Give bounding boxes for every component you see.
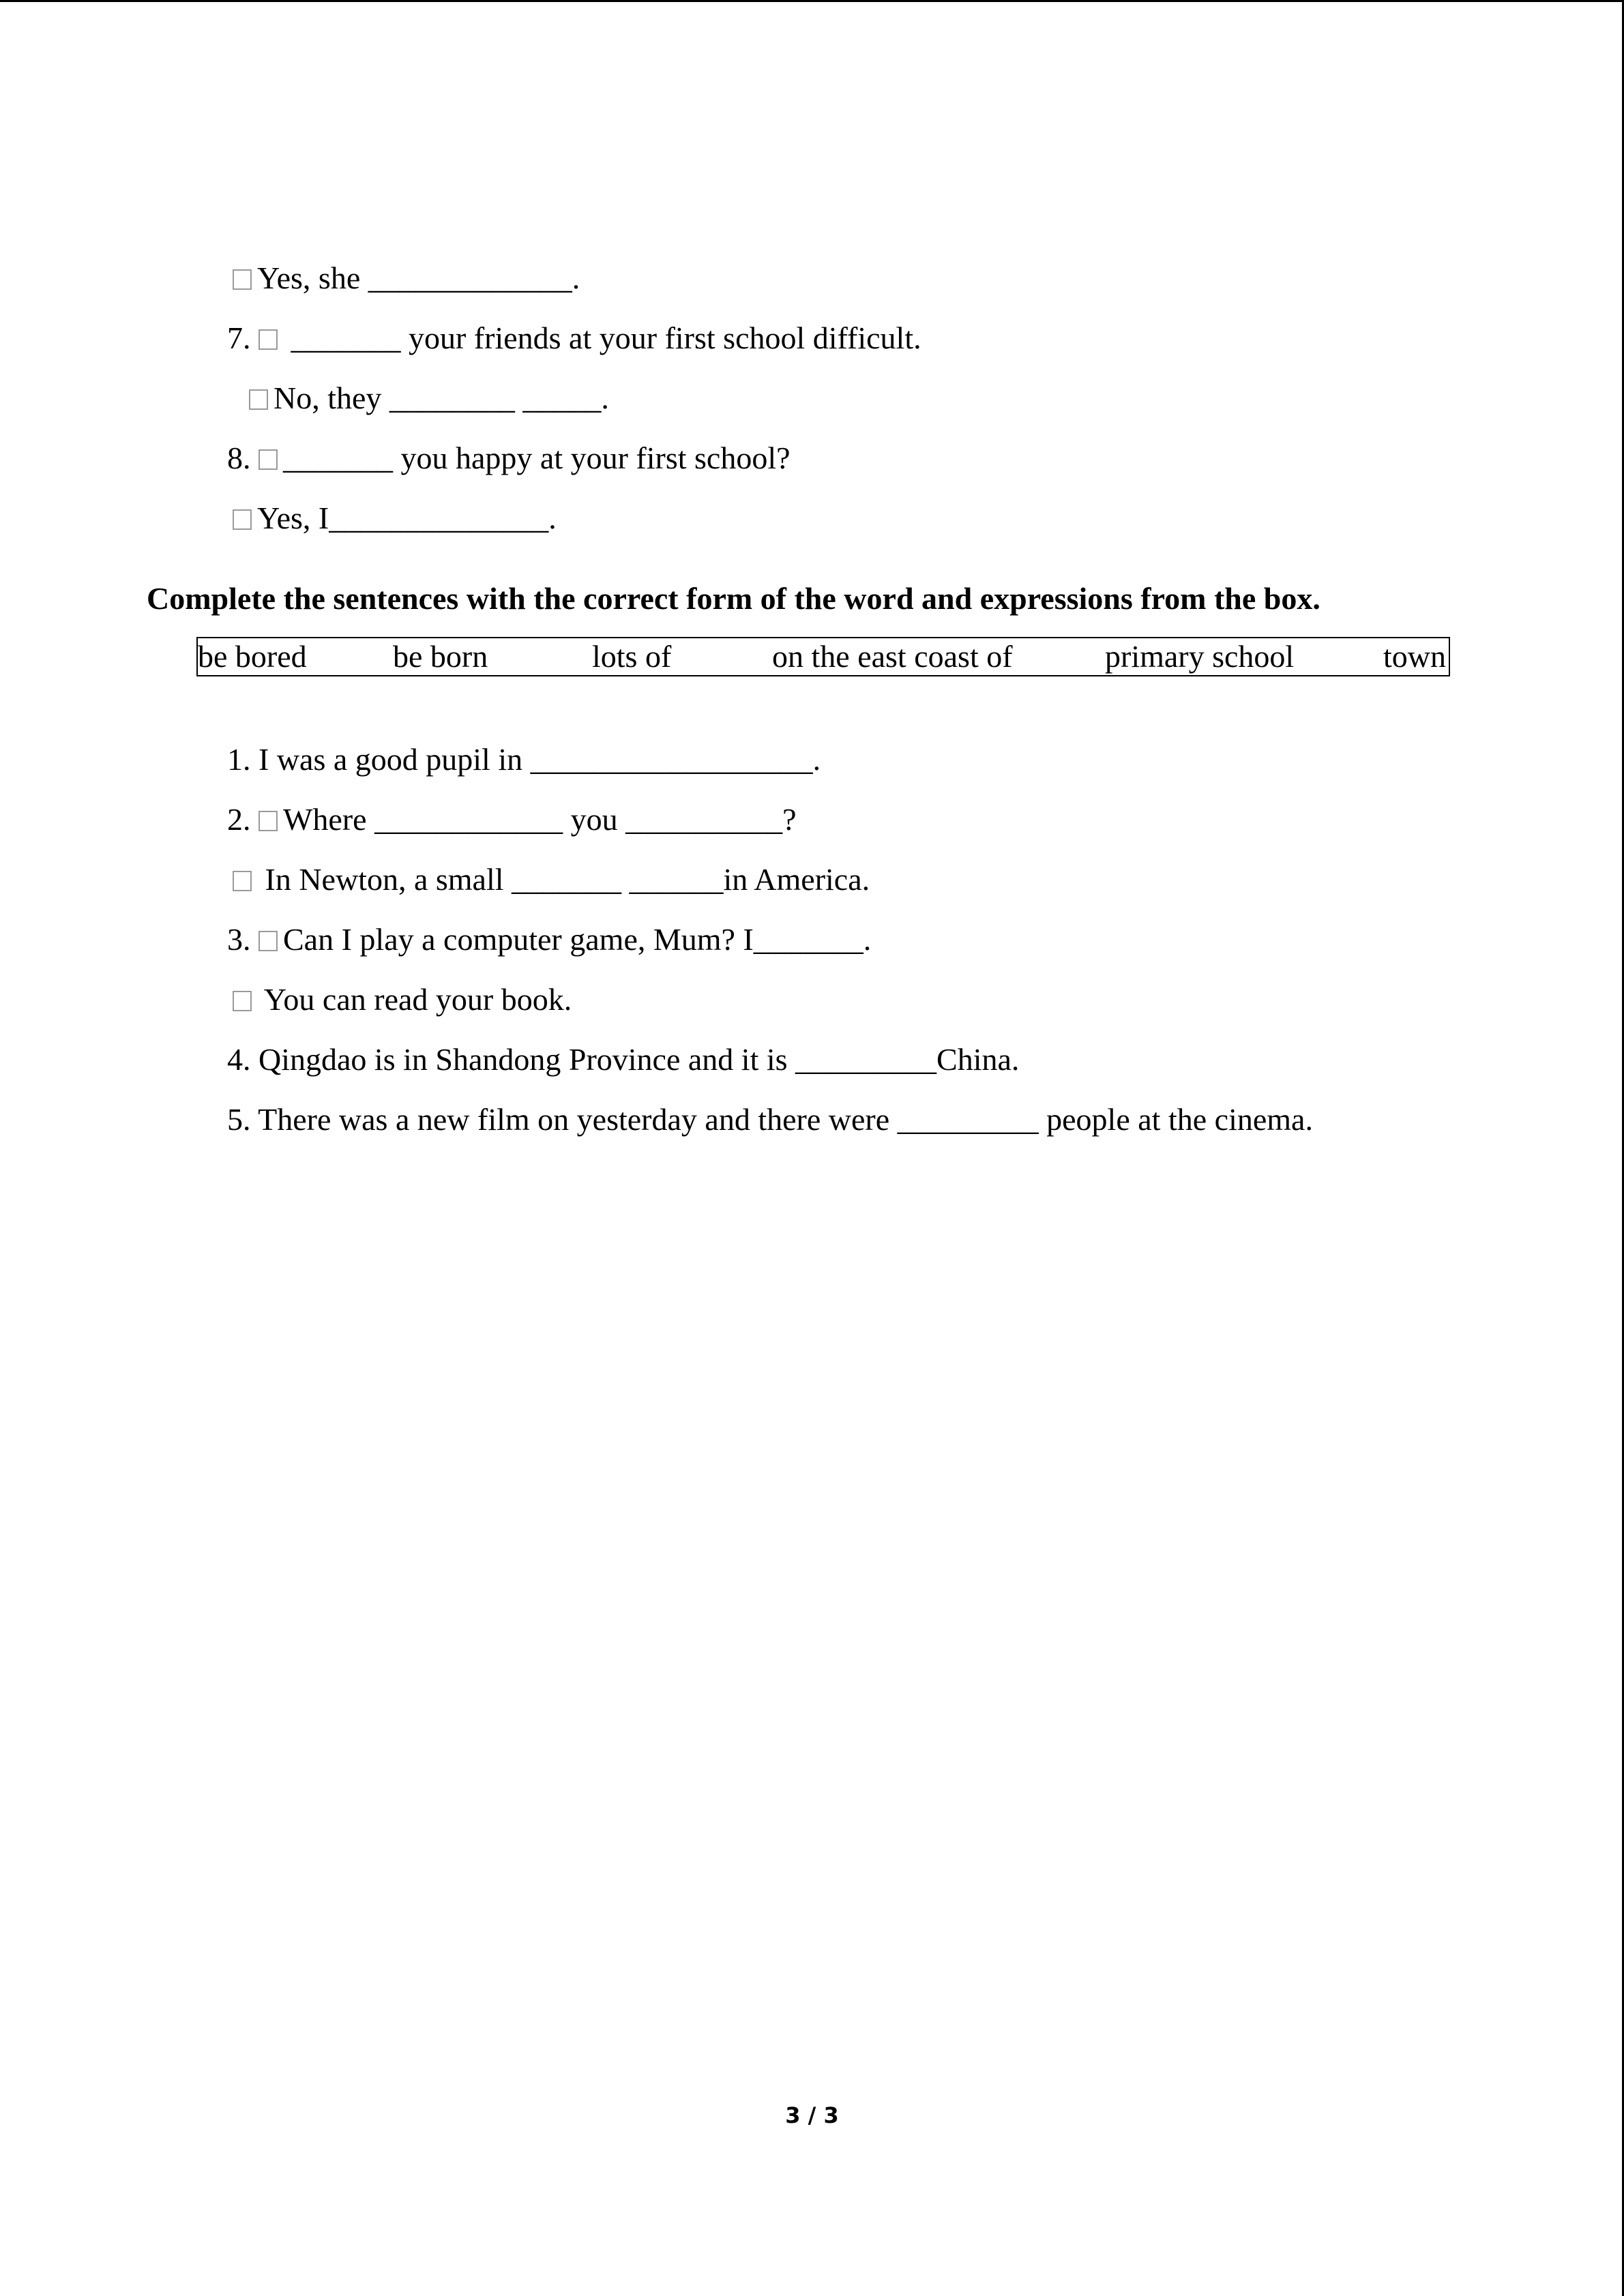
word-box-item: be bored <box>198 639 307 674</box>
word-box <box>196 637 1450 676</box>
answer-text: No, they ________ _____. <box>274 381 609 415</box>
question-text: _______ your friends at your first school difficult. <box>291 320 921 355</box>
word-box-item: town <box>1383 639 1446 674</box>
exercise-text: Where ____________ you __________? <box>283 802 797 837</box>
word-box-item: lots of <box>592 639 672 674</box>
word-box-item: primary school <box>1105 639 1295 674</box>
exercise-text: 4. Qingdao is in Shandong Province and it is _________China. <box>227 1042 1020 1077</box>
exercise-text: 5. There was a new film on yesterday and there were _________ people at the cinema. <box>227 1102 1313 1137</box>
section-heading: Complete the sentences with the correct form of the word and expressions from the box. <box>147 581 1320 616</box>
question-text: _______ you happy at your first school? <box>283 441 791 475</box>
exercise-text: In Newton, a small _______ ______in America. <box>265 862 870 897</box>
exercise-text: 1. I was a good pupil in __________________. <box>227 742 821 777</box>
question-number: 7. <box>227 320 251 355</box>
page-number: 3 / 3 <box>785 2102 839 2128</box>
exercise-text: Can I play a computer game, Mum? I_______. <box>283 922 872 957</box>
exercise-number: 2. <box>227 802 251 837</box>
word-box-item: be born <box>393 639 488 674</box>
exercise-number: 3. <box>227 922 251 957</box>
answer-line-q8 <box>217 457 557 539</box>
answer-text: Yes, I______________. <box>257 501 557 535</box>
answer-text: Yes, she _____________. <box>257 260 580 295</box>
checkbox-icon <box>233 509 252 530</box>
question-number: 8. <box>227 441 251 475</box>
exercise-item-5 <box>211 1058 1313 1140</box>
exercise-text: You can read your book. <box>263 982 572 1017</box>
word-box-item: on the east coast of <box>772 639 1013 674</box>
page-top-border <box>0 0 1624 2</box>
